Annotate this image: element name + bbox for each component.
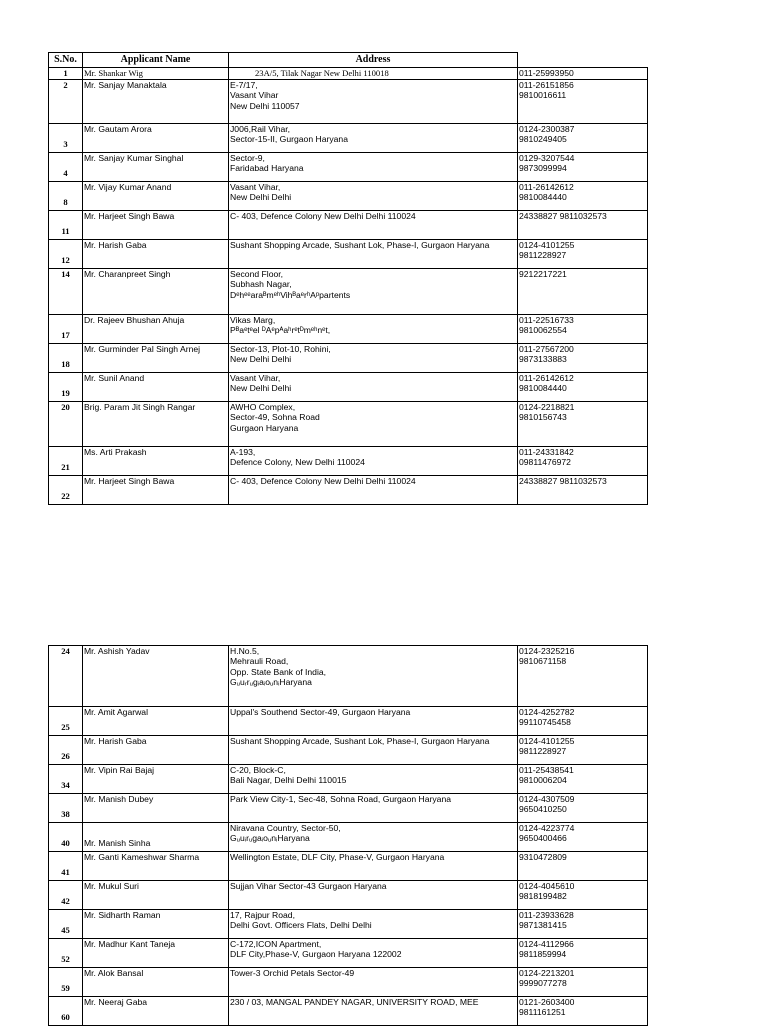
row-name: Mr. Sidharth Raman <box>83 910 229 939</box>
row-address: C- 403, Defence Colony New Delhi Delhi 110024 <box>229 476 518 505</box>
row-sno: 26 <box>49 736 83 765</box>
row-address: E-7/17, Vasant Vihar New Delhi 110057 <box>229 80 518 124</box>
row-sno: 52 <box>49 939 83 968</box>
row-sno: 12 <box>49 240 83 269</box>
row-phone: 0124-4101255 9811228927 <box>518 240 648 269</box>
table-row <box>49 80 648 124</box>
row-address: Sector-9, Faridabad Haryana <box>229 153 518 182</box>
row-sno: 20 <box>49 402 83 447</box>
header-phone-blank <box>518 53 648 68</box>
table-row <box>49 344 648 373</box>
row-sno: 8 <box>49 182 83 211</box>
row-name: Mr. Sanjay Manaktala <box>83 80 229 124</box>
row-name: Mr. Shankar Wig <box>83 68 229 80</box>
table-row <box>49 852 648 881</box>
table-row <box>49 707 648 736</box>
row-address: Sushant Shopping Arcade, Sushant Lok, Phase-I, Gurgaon Haryana <box>229 240 518 269</box>
row-address: Vikas Marg, Pᴮaᵉtᵉel ᴰAᵉpᴬaʰrᵉtᴰmᵉʰnᵉt, <box>229 315 518 344</box>
row-phone: 0124-4112966 9811859994 <box>518 939 648 968</box>
row-address: Park View City-1, Sec-48, Sohna Road, Gurgaon Haryana <box>229 794 518 823</box>
table-row <box>49 646 648 707</box>
table-row <box>49 881 648 910</box>
table-row <box>49 447 648 476</box>
row-phone: 011-25993950 <box>518 68 648 80</box>
table-row <box>49 211 648 240</box>
table-row <box>49 124 648 153</box>
row-address: H.No.5, Mehrauli Road, Opp. State Bank of India, GᵤuᵣrᵤgᵢaᵢoᵤnᵢHaryana <box>229 646 518 707</box>
row-name: Mr. Alok Bansal <box>83 968 229 997</box>
row-sno: 21 <box>49 447 83 476</box>
row-sno: 4 <box>49 153 83 182</box>
row-sno: 60 <box>49 997 83 1026</box>
table-row <box>49 736 648 765</box>
row-address: Uppal's Southend Sector-49, Gurgaon Haryana <box>229 707 518 736</box>
row-name: Mr. Harish Gaba <box>83 736 229 765</box>
table-row <box>49 153 648 182</box>
table-row <box>49 182 648 211</box>
row-phone: 011-25438541 9810006204 <box>518 765 648 794</box>
row-phone: 9310472809 <box>518 852 648 881</box>
row-name: Mr. Gurminder Pal Singh Arnej <box>83 344 229 373</box>
row-phone: 011-26151856 9810016611 <box>518 80 648 124</box>
row-phone: 0124-4223774 9650400466 <box>518 823 648 852</box>
row-address: C-172,ICON Apartment, DLF City,Phase-V, Gurgaon Haryana 122002 <box>229 939 518 968</box>
header-address: Address <box>229 53 518 68</box>
row-sno: 40 <box>49 823 83 852</box>
table-row <box>49 476 648 505</box>
row-sno: 14 <box>49 269 83 315</box>
row-address: 230 / 03, MANGAL PANDEY NAGAR, UNIVERSITY ROAD, MEE <box>229 997 518 1026</box>
row-name: Mr. Harjeet Singh Bawa <box>83 476 229 505</box>
row-phone: 011-27567200 9873133883 <box>518 344 648 373</box>
row-sno: 42 <box>49 881 83 910</box>
row-sno: 34 <box>49 765 83 794</box>
row-phone: 0124-2218821 9810156743 <box>518 402 648 447</box>
applicants-table-2 <box>48 645 648 1026</box>
row-address: Tower-3 Orchid Petals Sector-49 <box>229 968 518 997</box>
row-phone: 24338827 9811032573 <box>518 211 648 240</box>
table-row <box>49 240 648 269</box>
header-sno: S.No. <box>49 53 83 68</box>
row-name: Ms. Arti Prakash <box>83 447 229 476</box>
row-name: Mr. Amit Agarwal <box>83 707 229 736</box>
row-name: Dr. Rajeev Bhushan Ahuja <box>83 315 229 344</box>
row-name: Mr. Ashish Yadav <box>83 646 229 707</box>
row-address: 23A/5, Tilak Nagar New Delhi 110018 <box>229 68 518 80</box>
row-phone: 0121-2603400 9811161251 <box>518 997 648 1026</box>
table-row <box>49 68 648 80</box>
row-phone: 011-26142612 9810084440 <box>518 182 648 211</box>
row-address: Second Floor, Subhash Nagar, DᵉhᵉᵉaraᴮmᵉʰVihᴮaᵉrʰAᵖpartents <box>229 269 518 315</box>
row-address: 17, Rajpur Road, Delhi Govt. Officers Flats, Delhi Delhi <box>229 910 518 939</box>
table-row <box>49 373 648 402</box>
row-phone: 0124-4045610 9818199482 <box>518 881 648 910</box>
row-name: Mr. Madhur Kant Taneja <box>83 939 229 968</box>
row-phone: 0129-3207544 9873099994 <box>518 153 648 182</box>
row-name: Mr. Harjeet Singh Bawa <box>83 211 229 240</box>
row-name: Mr. Manish Dubey <box>83 794 229 823</box>
row-sno: 18 <box>49 344 83 373</box>
row-address: C- 403, Defence Colony New Delhi Delhi 110024 <box>229 211 518 240</box>
table-row <box>49 968 648 997</box>
row-phone: 0124-2325216 9810671158 <box>518 646 648 707</box>
row-sno: 22 <box>49 476 83 505</box>
row-name: Mr. Vijay Kumar Anand <box>83 182 229 211</box>
row-sno: 19 <box>49 373 83 402</box>
applicants-table-1 <box>48 52 648 505</box>
row-sno: 17 <box>49 315 83 344</box>
row-address: Wellington Estate, DLF City, Phase-V, Gurgaon Haryana <box>229 852 518 881</box>
row-phone: 011-24331842 09811476972 <box>518 447 648 476</box>
row-name: Mr. Gautam Arora <box>83 124 229 153</box>
table-row <box>49 910 648 939</box>
row-address: AWHO Complex, Sector-49, Sohna Road Gurgaon Haryana <box>229 402 518 447</box>
row-sno: 45 <box>49 910 83 939</box>
row-name: Mr. Sanjay Kumar Singhal <box>83 153 229 182</box>
row-sno: 25 <box>49 707 83 736</box>
row-phone: 0124-4101255 9811228927 <box>518 736 648 765</box>
row-sno: 38 <box>49 794 83 823</box>
table-row <box>49 315 648 344</box>
row-name: Brig. Param Jit Singh Rangar <box>83 402 229 447</box>
header-row <box>49 53 648 68</box>
table-row <box>49 269 648 315</box>
row-phone: 011-22516733 9810062554 <box>518 315 648 344</box>
row-phone: 24338827 9811032573 <box>518 476 648 505</box>
row-name: Mr. Mukul Suri <box>83 881 229 910</box>
row-phone: 0124-4252782 99110745458 <box>518 707 648 736</box>
row-name: Mr. Manish Sinha <box>83 823 229 852</box>
row-address: Vasant Vihar, New Delhi Delhi <box>229 373 518 402</box>
row-address: Sujjan Vihar Sector-43 Gurgaon Haryana <box>229 881 518 910</box>
table-row <box>49 402 648 447</box>
row-phone: 0124-2213201 9999077278 <box>518 968 648 997</box>
row-name: Mr. Vipin Rai Bajaj <box>83 765 229 794</box>
table-row <box>49 794 648 823</box>
row-sno: 11 <box>49 211 83 240</box>
row-phone: 0124-4307509 9650410250 <box>518 794 648 823</box>
table-row <box>49 997 648 1026</box>
row-name: Mr. Sunil Anand <box>83 373 229 402</box>
row-address: Vasant Vihar, New Delhi Delhi <box>229 182 518 211</box>
row-name: Mr. Neeraj Gaba <box>83 997 229 1026</box>
row-sno: 1 <box>49 68 83 80</box>
row-name: Mr. Charanpreet Singh <box>83 269 229 315</box>
row-phone: 011-26142612 9810084440 <box>518 373 648 402</box>
row-phone: 9212217221 <box>518 269 648 315</box>
row-phone: 0124-2300387 9810249405 <box>518 124 648 153</box>
row-phone: 011-23933628 9871381415 <box>518 910 648 939</box>
table-row <box>49 823 648 852</box>
row-sno: 3 <box>49 124 83 153</box>
row-name: Mr. Harish Gaba <box>83 240 229 269</box>
row-address: A-193, Defence Colony, New Delhi 110024 <box>229 447 518 476</box>
row-address: Sector-13, Plot-10, Rohini, New Delhi Delhi <box>229 344 518 373</box>
table-row <box>49 765 648 794</box>
row-sno: 2 <box>49 80 83 124</box>
row-sno: 24 <box>49 646 83 707</box>
row-address: J006,Rail Vihar, Sector-15-II, Gurgaon Haryana <box>229 124 518 153</box>
row-address: Niravana Country, Sector-50, GᵤuᵢrᵤgaᵢoᵤnᵢHaryana <box>229 823 518 852</box>
row-sno: 59 <box>49 968 83 997</box>
row-name: Mr. Ganti Kameshwar Sharma <box>83 852 229 881</box>
row-address: C-20, Block-C, Bali Nagar, Delhi Delhi 110015 <box>229 765 518 794</box>
header-applicant-name: Applicant Name <box>83 53 229 68</box>
table-row <box>49 939 648 968</box>
row-sno: 41 <box>49 852 83 881</box>
row-address: Sushant Shopping Arcade, Sushant Lok, Phase-I, Gurgaon Haryana <box>229 736 518 765</box>
